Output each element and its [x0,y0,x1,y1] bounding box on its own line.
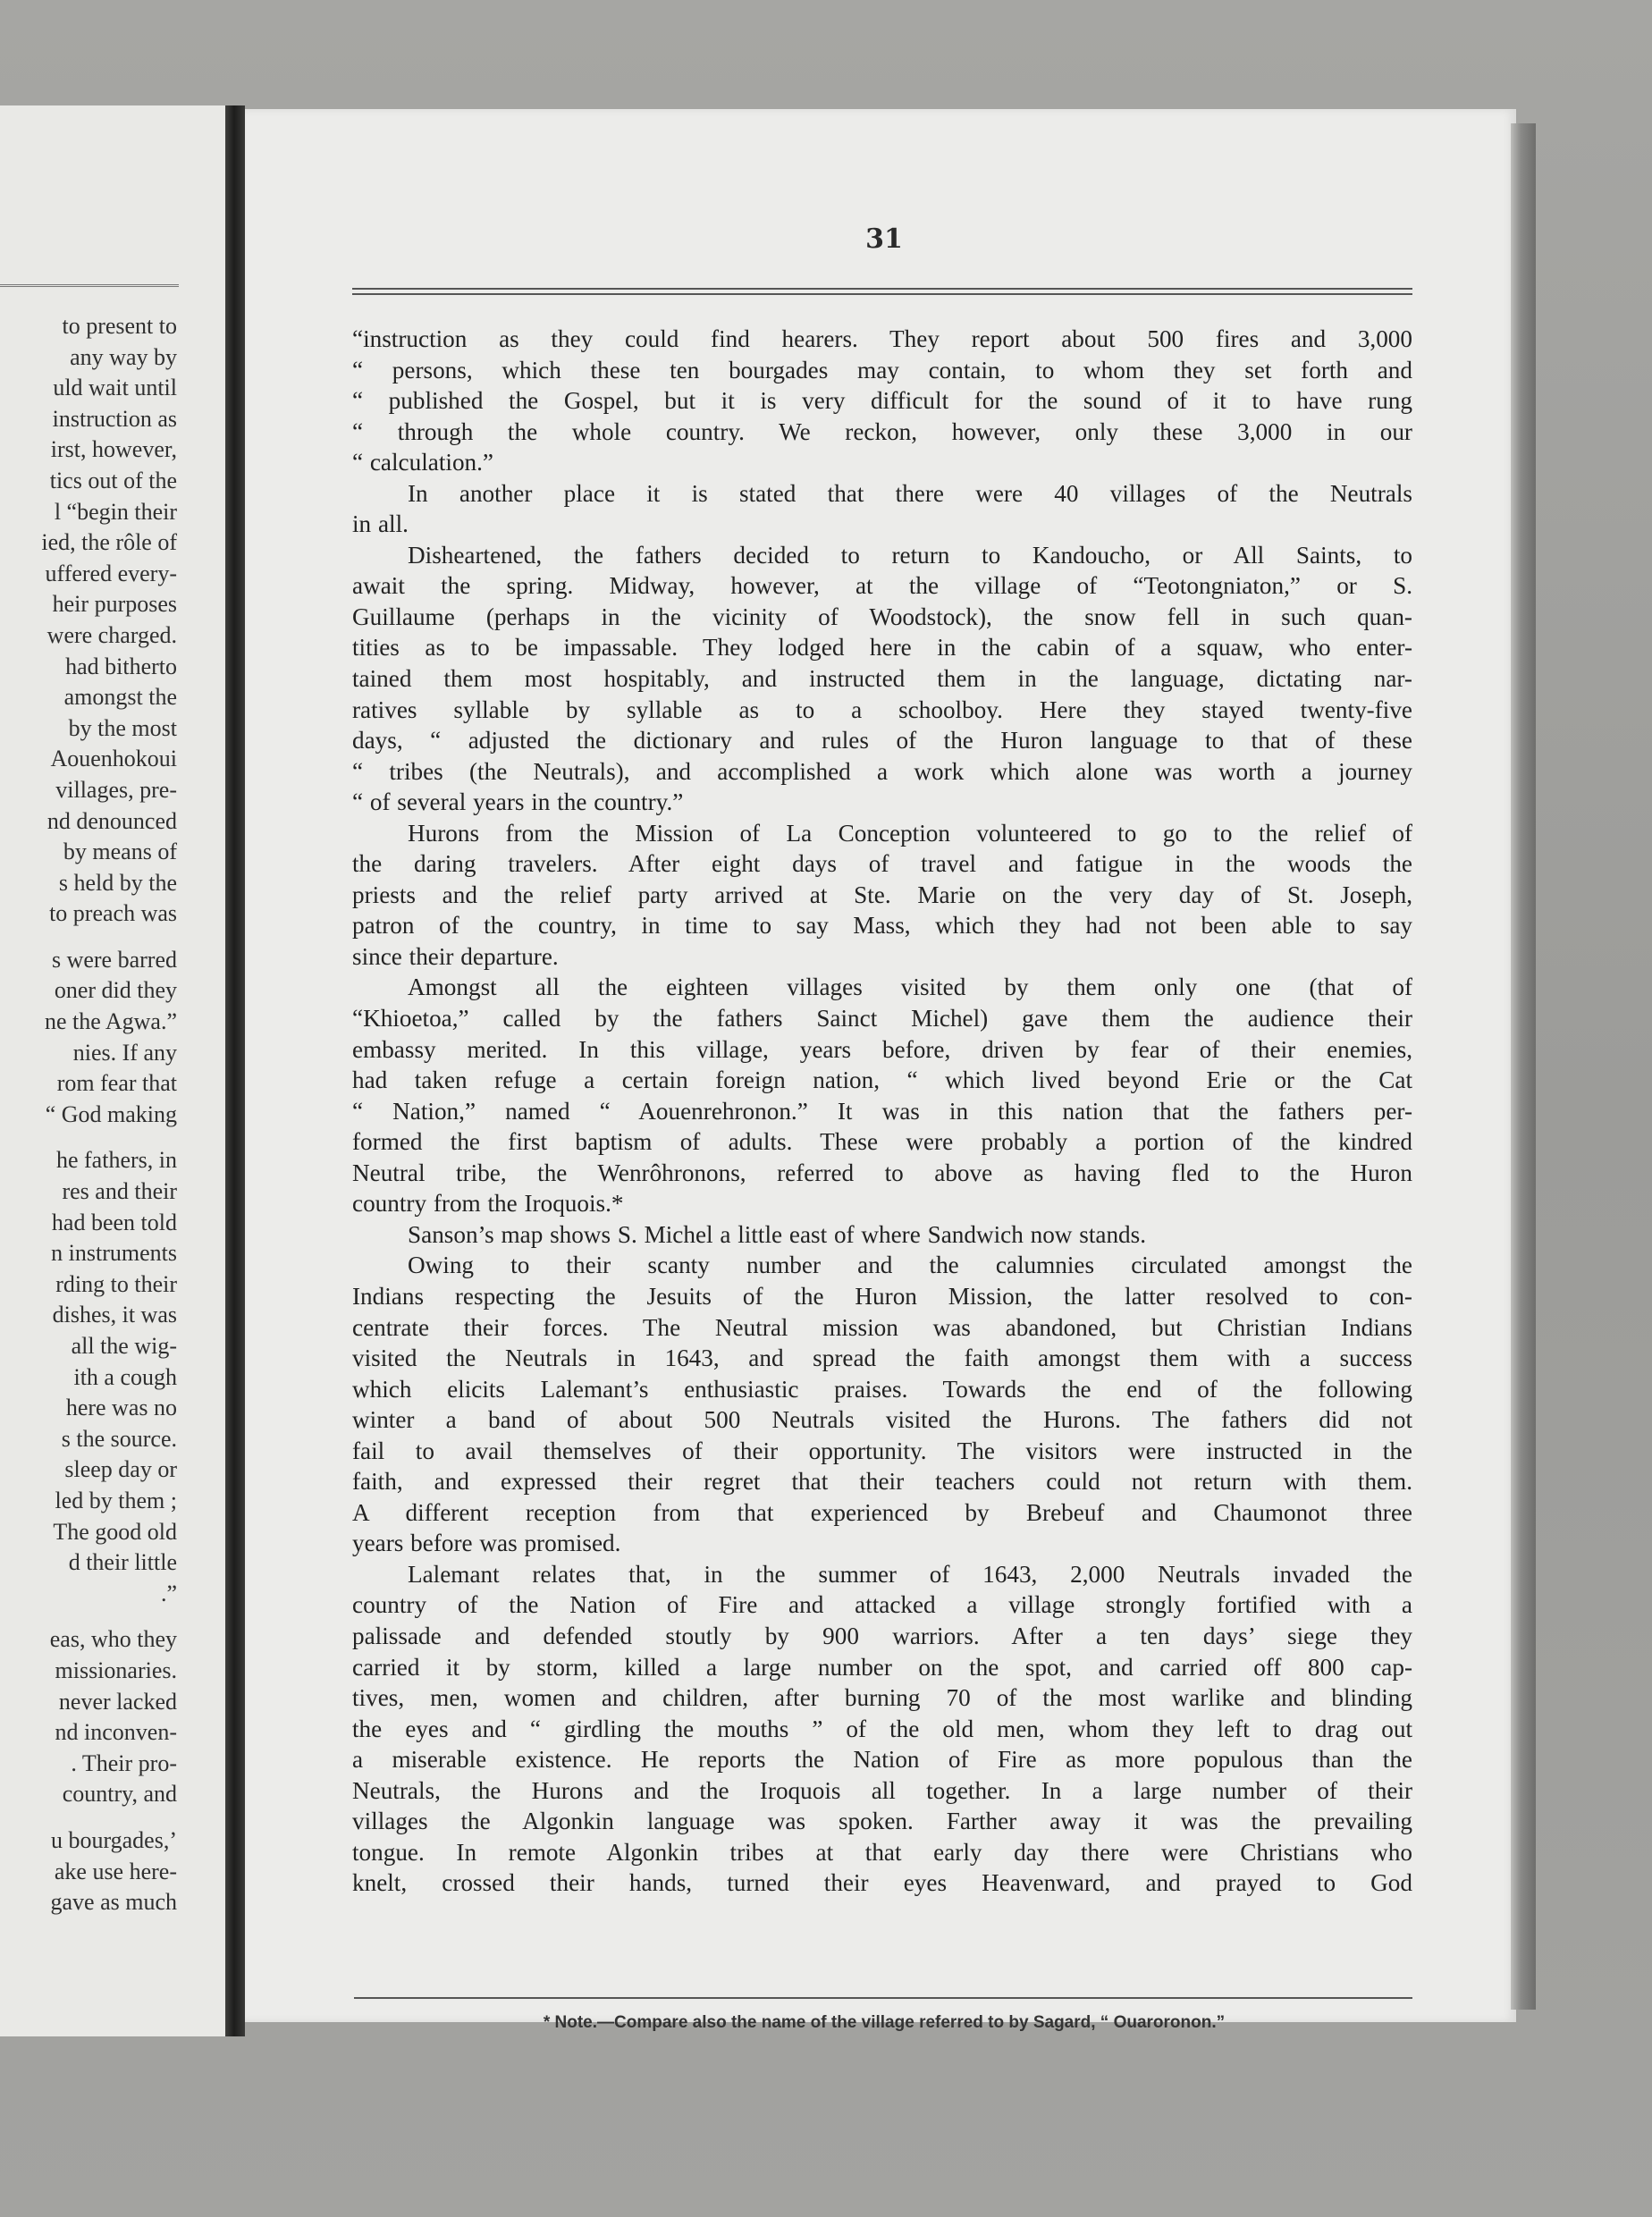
body-line: Disheartened, the fathers decided to return to Kandoucho, or All Saints, to [408,541,1412,569]
body-line: the eyes and “ girdling the mouths ” of the old men, whom they left to drag out [352,1715,1412,1742]
page [245,109,1516,2032]
left-page-line: sleep day or [64,1456,177,1483]
left-page-line: he fathers, in [55,1147,177,1174]
body-line: tities as to be impassable. They lodged here in the cabin of a squaw, who enter- [352,634,1412,662]
body-line: Guillaume (perhaps in the vicinity of Woodstock), the snow fell in such quan- [352,603,1412,630]
body-line: A different reception from that experienced by Brebeuf and Chaumonot three [352,1498,1412,1526]
body-line: fail to avail themselves of their opportunity. The visitors were instructed in the [352,1437,1412,1464]
footnote: * Note.—Compare also the name of the village referred to by Sagard, “ Ouaroronon.” [543,2013,1226,2032]
left-page-line: nd denounced [46,807,177,834]
left-page-line [0,1609,177,1624]
left-page-line: had bitherto [65,653,177,679]
left-page-line: ake use here- [54,1858,177,1884]
body-line: which elicits Lalemant’s enthusiastic praises. Towards the end of the following [352,1375,1412,1403]
body-line: in all. [352,510,409,538]
left-page-line: were charged. [46,621,177,648]
body-line: tongue. In remote Algonkin tribes at that early day there were Christians who [352,1838,1412,1866]
page-edge [1511,123,1536,2010]
left-page-text [0,311,177,1918]
body-line: Lalemant relates that, in the summer of 1643, 2,000 Neutrals invaded the [408,1560,1412,1588]
left-page-line: heir purposes [52,591,177,618]
left-page-line: . Their pro- [71,1749,177,1776]
body-line: “ persons, which these ten bourgades may contain, to whom they set forth and [352,356,1412,384]
left-page-line: s the source. [61,1425,177,1452]
left-page-line: oner did they [54,977,177,1004]
body-line: days, “ adjusted the dictionary and rules of the Huron language to that of these [352,727,1412,754]
left-page-line: nies. If any [72,1039,177,1066]
body-line: patron of the country, in time to say Mass, which they had not been able to say [352,912,1412,940]
left-page-line: .” [160,1580,177,1606]
left-page-line: by means of [63,839,177,865]
left-page-line [0,1130,177,1145]
left-page-line: ne the Agwa.” [44,1008,177,1035]
left-page-line: d their little [68,1549,177,1576]
body-line: priests and the relief party arrived at Ste. Marie on the very day of St. Joseph, [352,881,1412,908]
left-page-line: had been told [51,1209,177,1235]
left-page-line: amongst the [63,684,177,711]
body-line: a miserable existence. He reports the Nation of Fire as more populous than the [352,1746,1412,1774]
left-page-line: to preach was [49,900,177,927]
body-line: Amongst all the eighteen villages visited by them only one (that of [408,974,1412,1001]
body-line: palissade and defended stoutly by 900 warriors. After a ten days’ siege they [352,1622,1412,1649]
left-page-line: all the wig- [71,1333,177,1359]
left-page-line: res and their [62,1178,177,1205]
left-page-line [0,930,177,945]
body-line: winter a band of about 500 Neutrals visited the Hurons. The fathers did not [352,1406,1412,1434]
left-page-line: by the most [68,714,177,741]
body-line: Neutrals, the Hurons and the Iroquois all together. In a large number of their [352,1776,1412,1804]
left-page-line: s held by the [58,869,177,896]
body-line: embassy merited. In this village, years before, driven by fear of their enemies, [352,1035,1412,1063]
body-line: knelt, crossed their hands, turned their eyes Heavenward, and prayed to God [352,1869,1412,1897]
body-line: Hurons from the Mission of La Conception volunteered to go to the relief of [408,819,1412,847]
body-line: Neutral tribe, the Wenrôhronons, referred to above as having fled to the Huron [352,1159,1412,1186]
left-page-line: n instruments [51,1240,177,1267]
left-page-line: irst, however, [50,436,177,463]
body-line: country from the Iroquois.* [352,1190,624,1218]
body-line: since their departure. [352,942,559,970]
body-line: tained them most hospitably, and instructed them in the language, dictating nar- [352,665,1412,693]
left-page-line: eas, who they [49,1626,177,1653]
body-line: ratives syllable by syllable as to a schoolboy. Here they stayed twenty-five [352,695,1412,723]
left-page-line: l “begin their [54,498,177,525]
body-line: Sanson’s map shows S. Michel a little east of where Sandwich now stands. [408,1220,1147,1248]
left-facing-page [0,105,225,2036]
body-line: carried it by storm, killed a large number on the spot, and carried off 800 cap- [352,1653,1412,1681]
book-gutter [225,105,245,2036]
left-page-line: tics out of the [49,467,177,493]
left-page-line: nd inconven- [55,1719,177,1746]
body-line: “ calculation.” [352,449,493,476]
body-line: “instruction as they could find hearers. They report about 500 fires and 3,000 [352,325,1412,352]
body-line: “ Nation,” named “ Aouenrehronon.” It was in this nation that the fathers per- [352,1097,1412,1125]
left-page-line: gave as much [50,1889,177,1916]
body-line: await the spring. Midway, however, at the village of “Teotongniaton,” or S. [352,572,1412,600]
header-rule [352,288,1412,295]
left-page-line: uld wait until [53,375,177,401]
body-line: centrate their forces. The Neutral mission was abandoned, but Christian Indians [352,1313,1412,1341]
left-page-line: u bourgades,’ [50,1826,177,1853]
page-number: 31 [865,223,903,255]
left-page-line: ied, the rôle of [41,529,177,556]
body-line: “Khioetoa,” called by the fathers Sainct Michel) gave them the audience their [352,1005,1412,1033]
body-line: “ of several years in the country.” [352,788,684,816]
body-line: In another place it is stated that there were 40 villages of the Neutrals [408,479,1412,507]
body-line: Indians respecting the Jesuits of the Huron Mission, the latter resolved to con- [352,1282,1412,1310]
body-line: faith, and expressed their regret that their teachers could not return with them. [352,1468,1412,1496]
left-page-line: rding to their [55,1270,177,1297]
body-line: the daring travelers. After eight days of travel and fatigue in the woods the [352,850,1412,878]
body-line: tives, men, women and children, after burning 70 of the most warlike and blinding [352,1684,1412,1712]
left-page-line: country, and [62,1781,177,1808]
body-line: visited the Neutrals in 1643, and spread the faith amongst them with a success [352,1345,1412,1372]
left-page-line: rom fear that [56,1070,177,1097]
left-page-line: here was no [65,1395,177,1421]
body-line: villages the Algonkin language was spoken. Farther away it was the prevailing [352,1808,1412,1835]
body-line: had taken refuge a certain foreign nation, “ which lived beyond Erie or the Cat [352,1066,1412,1094]
body-line: “ published the Gospel, but it is very difficult for the sound of it to have rung [352,387,1412,415]
left-page-header-rule [0,284,179,287]
left-page-line: s were barred [51,946,177,973]
left-page-line: The good old [53,1518,177,1545]
left-page-line: any way by [70,343,177,370]
left-page-line: ith a cough [73,1363,177,1390]
left-page-line: never lacked [58,1688,177,1715]
body-line: Owing to their scanty number and the calumnies circulated amongst the [408,1252,1412,1279]
footnote-rule [354,1997,1412,1999]
left-page-line: led by them ; [55,1487,177,1513]
body-line: formed the first baptism of adults. These were probably a portion of the kindred [352,1128,1412,1156]
left-page-line [0,1810,177,1825]
left-page-line: villages, pre- [55,776,177,803]
body-line: “ through the whole country. We reckon, however, only these 3,000 in our [352,417,1412,445]
left-page-line: to present to [62,313,177,339]
left-page-line: uffered every- [45,560,177,586]
body-line: “ tribes (the Neutrals), and accomplished a work which alone was worth a journey [352,757,1412,785]
left-page-line: dishes, it was [52,1302,177,1328]
left-page-line: instruction as [52,405,177,432]
left-page-line: missionaries. [55,1656,177,1683]
body-text [352,324,1412,1899]
left-page-line: Aouenhokoui [50,746,177,772]
left-page-line: “ God making [45,1100,177,1127]
body-line: country of the Nation of Fire and attacked a village strongly fortified with a [352,1591,1412,1619]
body-line: years before was promised. [352,1530,621,1557]
